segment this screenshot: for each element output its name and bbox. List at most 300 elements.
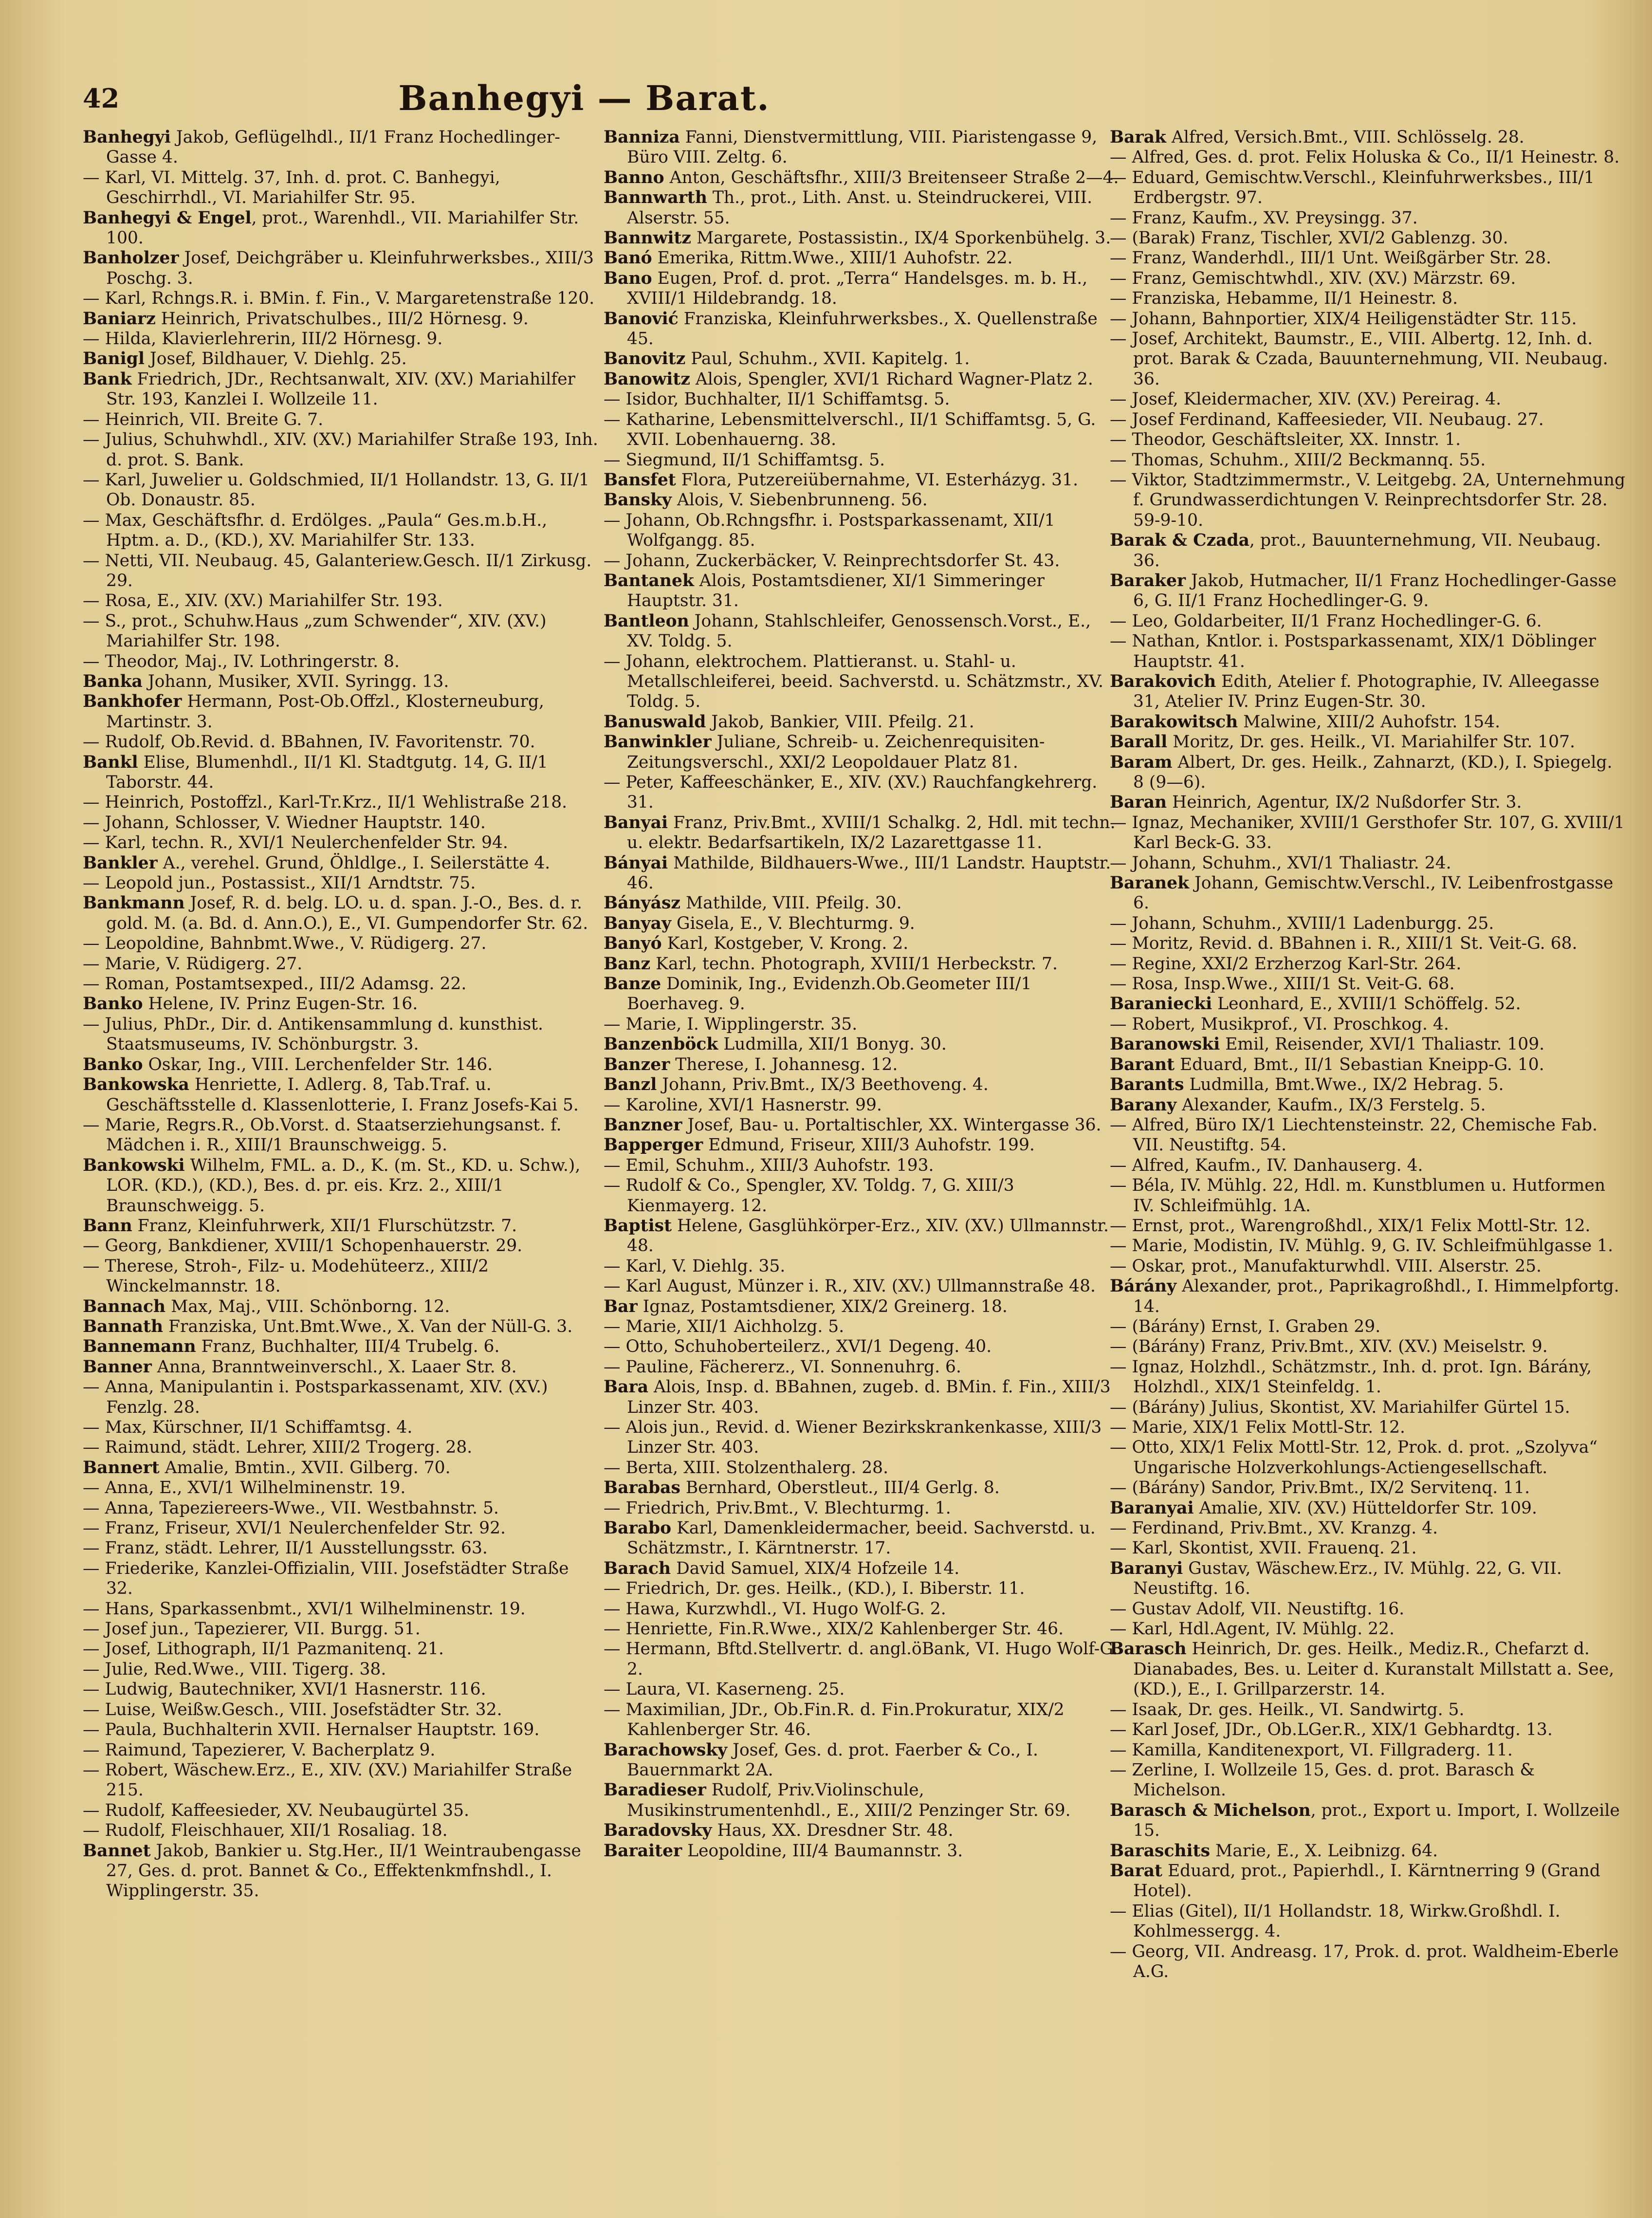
entry-details: — Karl, V. Diehlg. 35. — [604, 1256, 786, 1276]
directory-entry — [1110, 914, 1626, 934]
entry-surname: Barach — [604, 1558, 671, 1578]
directory-entry — [1110, 1720, 1626, 1740]
entry-details: — Anna, E., XVI/1 Wilhelminenstr. 19. — [83, 1478, 406, 1498]
entry-details: — Gustav Adolf, VII. Neustiftg. 16. — [1110, 1599, 1405, 1619]
entry-details: — Netti, VII. Neubaug. 45, Galanteriew.Gesch. II/1 Zirkusg. 29. — [83, 551, 592, 591]
entry-details: — Rosa, Insp.Wwe., XIII/1 St. Veit-G. 68. — [1110, 974, 1455, 994]
entry-details: Helene, IV. Prinz Eugen-Str. 16. — [143, 994, 418, 1014]
entry-surname: Banz — [604, 954, 651, 974]
directory-entry — [83, 732, 599, 752]
entry-details: — Max, Kürschner, II/1 Schiffamtsg. 4. — [83, 1418, 413, 1437]
directory-entry — [604, 168, 1120, 188]
entry-details: Jakob, Geflügelhdl., II/1 Franz Hochedlinger-Gasse 4. — [106, 128, 560, 167]
entry-details: — Karl, VI. Mittelg. 37, Inh. d. prot. C. Banhegyi, Geschirrhdl., VI. Mariahilfer Str. 95. — [83, 167, 500, 208]
entry-details: Johann, Priv.Bmt., IX/3 Beethoveng. 4. — [657, 1075, 989, 1095]
directory-entry — [604, 1156, 1120, 1176]
directory-entry — [83, 793, 599, 813]
directory-entry — [1110, 1438, 1626, 1478]
entry-details: — Karl, techn. R., XVI/1 Neulerchenfelder Str. 94. — [83, 833, 508, 853]
directory-entry — [1110, 994, 1626, 1014]
entry-details: — Robert, Musikprof., VI. Proschkog. 4. — [1110, 1014, 1449, 1034]
entry-details: — Nathan, Kntlor. i. Postsparkassenamt, XIX/1 Döblinger Hauptstr. 41. — [1110, 631, 1596, 671]
directory-entry — [1110, 611, 1626, 631]
entry-details: — Viktor, Stadtzimmermstr., V. Leitgebg. 2A, Unternehmung f. Grundwasserdichtungen V. Reinprechtsdorfer Str. 28. 59-9-10. — [1110, 470, 1626, 530]
directory-entry — [604, 1115, 1120, 1135]
entry-surname: Baraiter — [604, 1841, 682, 1861]
directory-entry — [604, 1135, 1120, 1155]
entry-surname: Banka — [83, 671, 143, 691]
entry-surname: Baraker — [1110, 571, 1186, 591]
entry-details: — Otto, XIX/1 Felix Mottl-Str. 12, Prok. d. prot. „Szolyva“ Ungarische Holzverkohlungs-Actiengesellschaft. — [1110, 1438, 1598, 1478]
entry-details: Josef, R. d. belg. LO. u. d. span. J.-O., Bes. d. r. gold. M. (a. Bd. d. Ann.O.), E., VI. Gumpendorfer Str. 62. — [106, 893, 588, 933]
entry-details: Gisela, E., V. Blechturmg. 9. — [671, 913, 915, 933]
entry-details: Haus, XX. Dresdner Str. 48. — [712, 1821, 954, 1841]
directory-entry — [1110, 1619, 1626, 1639]
entry-details: — Josef Ferdinand, Kaffeesieder, VII. Neubaug. 27. — [1110, 409, 1544, 429]
entry-details: — Oskar, prot., Manufakturwhdl. VIII. Alserstr. 25. — [1110, 1256, 1542, 1276]
entry-details: Henriette, I. Adlerg. 8, Tab.Traf. u. Geschäftsstelle d. Klassenlotterie, I. Franz Josefs-Kai 5. — [106, 1075, 579, 1115]
directory-entry — [1110, 672, 1626, 712]
directory-entry — [1110, 1801, 1626, 1841]
entry-details: Alois, V. Siebenbrunneng. 56. — [671, 490, 928, 510]
entry-details: Helene, Gasglühkörper-Erz., XIV. (XV.) Ullmannstr. 48. — [627, 1216, 1109, 1256]
directory-entry — [604, 974, 1120, 1015]
directory-entry — [83, 954, 599, 974]
directory-entry — [83, 1115, 599, 1156]
entry-details: — Friedrich, Priv.Bmt., V. Blechturmg. 1. — [604, 1498, 951, 1518]
directory-entry — [1110, 1760, 1626, 1801]
entry-details: Franziska, Kleinfuhrwerksbes., X. Quellenstraße 45. — [627, 309, 1098, 349]
directory-entry — [604, 652, 1120, 712]
entry-details: Therese, I. Johannesg. 12. — [670, 1054, 898, 1074]
directory-entry — [604, 1700, 1120, 1740]
entry-surname: Bányai — [604, 853, 668, 873]
directory-entry — [1110, 631, 1626, 672]
page-number: 42 — [83, 83, 120, 114]
directory-entry — [604, 1276, 1120, 1296]
entry-details: Oskar, Ing., VIII. Lerchenfelder Str. 146. — [143, 1054, 493, 1074]
directory-entry — [604, 1075, 1120, 1095]
entry-details: Emerika, Rittm.Wwe., XIII/1 Auhofstr. 22. — [652, 248, 1013, 268]
entry-details: Jakob, Hutmacher, II/1 Franz Hochedlinger-Gasse 6, G. II/1 Franz Hochedlinger-G. 9. — [1133, 571, 1617, 611]
entry-details: — Kamilla, Kanditenexport, VI. Fillgraderg. 11. — [1110, 1740, 1513, 1760]
entry-details: Amalie, XIV. (XV.) Hütteldorfer Str. 109. — [1193, 1498, 1537, 1518]
directory-entry — [83, 1216, 599, 1236]
entry-details: — Josef, Kleidermacher, XIV. (XV.) Pereirag. 4. — [1110, 389, 1502, 409]
directory-entry — [1110, 1518, 1626, 1538]
directory-entry — [1110, 128, 1626, 148]
entry-details: — Thomas, Schuhm., XIII/2 Beckmannq. 55. — [1110, 450, 1486, 470]
entry-surname: Barasch — [1110, 1639, 1187, 1659]
directory-entry — [604, 1297, 1120, 1317]
entry-details: Franz, Buchhalter, III/4 Trubelg. 6. — [196, 1337, 500, 1357]
entry-surname: Banowitz — [604, 369, 690, 389]
entry-details: — Hans, Sparkassenbmt., XVI/1 Wilhelminenstr. 19. — [83, 1599, 526, 1619]
entry-surname: Barall — [1110, 732, 1168, 752]
directory-entry — [83, 994, 599, 1014]
entry-details: — Georg, Bankdiener, XVIII/1 Schopenhauerstr. 29. — [83, 1236, 523, 1256]
entry-details: Heinrich, Privatschulbes., III/2 Hörnesg. 9. — [155, 309, 529, 329]
entry-details: Edmund, Friseur, XIII/3 Auhofstr. 199. — [703, 1135, 1035, 1155]
entry-details: Malwine, XIII/2 Auhofstr. 154. — [1238, 712, 1501, 732]
entry-details: — Julie, Red.Wwe., VIII. Tigerg. 38. — [83, 1659, 386, 1679]
entry-details: Moritz, Dr. ges. Heilk., VI. Mariahilfer Str. 107. — [1167, 732, 1575, 752]
entry-surname: Bara — [604, 1377, 649, 1397]
entry-details: Max, Maj., VIII. Schönborng. 12. — [165, 1296, 450, 1316]
entry-surname: Banner — [83, 1357, 152, 1377]
directory-entry — [1110, 873, 1626, 914]
entry-details: Alois, Spengler, XVI/1 Richard Wagner-Platz 2. — [690, 369, 1093, 389]
entry-details: Johann, Stahlschleifer, Genossensch.Vorst., E., XV. Toldg. 5. — [627, 611, 1091, 651]
entry-surname: Banzl — [604, 1075, 657, 1095]
directory-entry — [604, 1639, 1120, 1680]
entry-details: Heinrich, Agentur, IX/2 Nußdorfer Str. 3. — [1167, 793, 1522, 813]
entry-surname: Bantleon — [604, 611, 689, 631]
entry-details: Wilhelm, FML. a. D., K. (m. St., KD. u. Schw.), LOR. (KD.), (KD.), Bes. d. pr. eis. Krz. 2., XIII/1 Braunschweigg. 5. — [106, 1155, 581, 1216]
directory-entry — [1110, 853, 1626, 873]
entry-details: — Marie, Regrs.R., Ob.Vorst. d. Staatserziehungsanst. f. Mädchen i. R., XIII/1 Braunschweigg. 5. — [83, 1115, 562, 1155]
entry-details: — Rosa, E., XIV. (XV.) Mariahilfer Str. 193. — [83, 591, 443, 611]
entry-surname: Bankler — [83, 853, 158, 873]
entry-surname: Banno — [604, 167, 664, 187]
entry-details: — Henriette, Fin.R.Wwe., XIX/2 Kahlenberger Str. 46. — [604, 1619, 1064, 1639]
entry-details: — Alfred, Kaufm., IV. Danhauserg. 4. — [1110, 1155, 1423, 1175]
column-3 — [1110, 128, 1626, 1982]
directory-entry — [604, 1518, 1120, 1559]
directory-entry — [1110, 208, 1626, 228]
entry-details: — (Bárány) Sandor, Priv.Bmt., IX/2 Servitenq. 11. — [1110, 1478, 1530, 1498]
directory-entry — [83, 1841, 599, 1902]
directory-entry — [604, 1599, 1120, 1619]
entry-details: Albert, Dr. ges. Heilk., Zahnarzt, (KD.), I. Spiegelg. 8 (9—6). — [1133, 752, 1613, 792]
entry-surname: Baranowski — [1110, 1035, 1220, 1054]
directory-entry — [1110, 389, 1626, 409]
entry-details: — Heinrich, Postoffzl., Karl-Tr.Krz., II/1 Wehlistraße 218. — [83, 793, 568, 813]
directory-entry — [83, 1478, 599, 1498]
entry-surname: Banholzer — [83, 248, 179, 268]
entry-surname: Barachowsky — [604, 1740, 728, 1760]
entry-details: — (Bárány) Franz, Priv.Bmt., XIV. (XV.) Meiselstr. 9. — [1110, 1337, 1548, 1357]
entry-details: — Johann, elektrochem. Plattieranst. u. Stahl- u. Metallschleiferei, beeid. Sachverstd. u. Schätzmstr., XV. Toldg. 5. — [604, 651, 1103, 712]
entry-surname: Baradovsky — [604, 1821, 712, 1841]
entry-details: Heinrich, Dr. ges. Heilk., Mediz.R., Chefarzt d. Dianabades, Bes. u. Leiter d. Kuranstalt Millstatt a. See, (KD.), E., I. Grillparzerstr. 14. — [1133, 1639, 1615, 1700]
entry-surname: Bapperger — [604, 1135, 703, 1155]
directory-entry — [83, 1357, 599, 1377]
directory-entry — [1110, 1357, 1626, 1398]
entry-details: David Samuel, XIX/4 Hofzeile 14. — [671, 1558, 960, 1578]
entry-surname: Baram — [1110, 752, 1173, 772]
directory-entry — [1110, 531, 1626, 571]
directory-entry — [604, 1216, 1120, 1257]
directory-entry — [1110, 954, 1626, 974]
directory-entry — [604, 732, 1120, 773]
entry-details: Dominik, Ing., Evidenzh.Ob.Geometer III/1 Boerhaveg. 9. — [627, 974, 1032, 1014]
entry-details: — Pauline, Fächererz., VI. Sonnenuhrg. 6. — [604, 1357, 961, 1377]
directory-entry — [604, 1337, 1120, 1357]
directory-entry — [604, 1055, 1120, 1075]
directory-entry — [83, 1639, 599, 1659]
directory-entry — [604, 188, 1120, 228]
directory-entry — [83, 1559, 599, 1599]
directory-entry — [83, 551, 599, 591]
entry-details: — Paula, Buchhalterin XVII. Hernalser Hauptstr. 169. — [83, 1720, 540, 1740]
directory-entry — [1110, 1216, 1626, 1236]
entry-surname: Bankl — [83, 752, 138, 772]
entry-surname: Banovitz — [604, 349, 686, 369]
entry-details: — Johann, Schuhm., XVIII/1 Ladenburgg. 25. — [1110, 913, 1494, 933]
entry-surname: Banniza — [604, 128, 680, 147]
entry-surname: Bansfet — [604, 470, 676, 490]
entry-surname: Baranek — [1110, 873, 1189, 893]
entry-details: — Julius, Schuhwhdl., XIV. (XV.) Mariahilfer Straße 193, Inh. d. prot. S. Bank. — [83, 430, 598, 470]
entry-surname: Baniarz — [83, 309, 156, 329]
column-1 — [83, 128, 599, 1902]
entry-details: — Roman, Postamtsexped., III/2 Adamsg. 22. — [83, 974, 467, 994]
directory-entry — [83, 692, 599, 732]
entry-surname: Banyó — [604, 934, 662, 954]
entry-details: — Franziska, Hebamme, II/1 Heinestr. 8. — [1110, 289, 1458, 309]
entry-details: Leonhard, E., XVIII/1 Schöffelg. 52. — [1212, 994, 1521, 1014]
directory-entry — [83, 128, 599, 168]
entry-details: — Peter, Kaffeeschänker, E., XIV. (XV.) Rauchfangkehrerg. 31. — [604, 773, 1098, 813]
entry-surname: Bankhofer — [83, 692, 182, 712]
entry-surname: Bann — [83, 1216, 132, 1236]
entry-surname: Banze — [604, 974, 661, 994]
entry-details: — Karl, Skontist, XVII. Frauenq. 21. — [1110, 1538, 1417, 1558]
entry-details: Mathilde, VIII. Pfeilg. 30. — [680, 893, 902, 913]
entry-details: Alois, Insp. d. BBahnen, zugeb. d. BMin. f. Fin., XIII/3 Linzer Str. 403. — [627, 1377, 1111, 1417]
directory-entry — [1110, 1015, 1626, 1035]
directory-entry — [83, 934, 599, 954]
entry-details: — (Bárány) Julius, Skontist, XV. Mariahilfer Gürtel 15. — [1110, 1397, 1570, 1417]
entry-details: — Josef, Lithograph, II/1 Pazmanitenq. 21. — [83, 1639, 444, 1659]
directory-entry — [604, 1740, 1120, 1781]
directory-entry — [1110, 793, 1626, 813]
page-title: Banhegyi — Barat. — [398, 78, 770, 118]
directory-entry — [604, 1458, 1120, 1478]
directory-entry — [1110, 1942, 1626, 1982]
directory-entry — [1110, 228, 1626, 248]
directory-entry — [604, 370, 1120, 389]
entry-details: — Hermann, Bftd.Stellvertr. d. angl.öBank, VI. Hugo Wolf-G. 2. — [604, 1639, 1118, 1679]
entry-details: — Anna, Tapeziereers-Wwe., VII. Westbahnstr. 5. — [83, 1498, 499, 1518]
entry-surname: Bannemann — [83, 1337, 196, 1357]
entry-details: — Siegmund, II/1 Schiffamtsg. 5. — [604, 450, 885, 470]
entry-details: — Marie, I. Wipplingerstr. 35. — [604, 1014, 858, 1034]
entry-details: — Karl August, Münzer i. R., XIV. (XV.) Ullmannstraße 48. — [604, 1276, 1096, 1296]
entry-details: — Ignaz, Mechaniker, XVIII/1 Gersthofer Str. 107, G. XVIII/1 Karl Beck-G. 33. — [1110, 813, 1625, 853]
entry-details: Karl, Kostgeber, V. Krong. 2. — [661, 934, 909, 954]
entry-details: — Karoline, XVI/1 Hasnerstr. 99. — [604, 1095, 882, 1115]
directory-entry — [1110, 329, 1626, 389]
entry-details: — Franz, Gemischtwhdl., XIV. (XV.) Märzstr. 69. — [1110, 268, 1516, 288]
entry-details: — Rudolf, Kaffeesieder, XV. Neubaugürtel 35. — [83, 1800, 470, 1820]
entry-details: — Rudolf, Fleischhauer, XII/1 Rosaliag. 18. — [83, 1821, 448, 1841]
entry-details: — Ignaz, Holzhdl., Schätzmstr., Inh. d. prot. Ign. Bárány, Holzhdl., XIX/1 Steinfeldg. 1. — [1110, 1357, 1592, 1397]
entry-details: — Hilda, Klavierlehrerin, III/2 Hörnesg. 9. — [83, 329, 443, 349]
entry-details: — Johann, Schlosser, V. Wiedner Hauptstr. 140. — [83, 813, 486, 832]
entry-surname: Bankmann — [83, 893, 185, 913]
directory-entry — [1110, 309, 1626, 329]
entry-details: — Maximilian, JDr., Ob.Fin.R. d. Fin.Prokuratur, XIX/2 Kahlenberger Str. 46. — [604, 1700, 1065, 1740]
entry-surname: Banhegyi — [83, 128, 171, 147]
entry-surname: Banzner — [604, 1115, 682, 1135]
entry-details: — Leo, Goldarbeiter, II/1 Franz Hochedlinger-G. 6. — [1110, 611, 1542, 631]
directory-entry — [83, 329, 599, 349]
entry-details: Eugen, Prof. d. prot. „Terra“ Handelsges. m. b. H., XVIII/1 Hildebrandg. 18. — [627, 268, 1088, 309]
entry-surname: Barak & Czada — [1110, 531, 1250, 551]
directory-entry — [604, 228, 1120, 248]
entry-details: — Marie, XIX/1 Felix Mottl-Str. 12. — [1110, 1418, 1406, 1437]
entry-surname: Banigl — [83, 349, 145, 369]
directory-entry — [604, 1418, 1120, 1458]
entry-details: Josef, Bau- u. Portaltischler, XX. Wintergasse 36. — [682, 1115, 1101, 1135]
directory-entry — [1110, 571, 1626, 611]
directory-entry — [83, 1801, 599, 1821]
entry-surname: Banuswald — [604, 712, 706, 732]
directory-entry — [83, 289, 599, 309]
entry-details: Amalie, Bmtin., XVII. Gilberg. 70. — [159, 1458, 451, 1478]
entry-details: Ludmilla, XII/1 Bonyg. 30. — [718, 1035, 947, 1054]
directory-entry — [83, 349, 599, 369]
directory-entry — [1110, 289, 1626, 309]
directory-entry — [83, 1075, 599, 1115]
entry-surname: Banko — [83, 994, 143, 1014]
entry-details: — Alfred, Büro IX/1 Liechtensteinstr. 22, Chemische Fab. VII. Neustiftg. 54. — [1110, 1115, 1597, 1155]
directory-entry — [604, 511, 1120, 551]
entry-details: Flora, Putzereiübernahme, VI. Esterházyg. 31. — [676, 470, 1079, 490]
directory-entry — [1110, 1498, 1626, 1518]
directory-entry — [604, 1780, 1120, 1821]
entry-details: — Karl Josef, JDr., Ob.LGer.R., XIX/1 Gebhardtg. 13. — [1110, 1720, 1553, 1740]
directory-entry — [83, 1680, 599, 1700]
entry-details: — S., prot., Schuhw.Haus „zum Schwender“, XIV. (XV.) Mariahilfer Str. 198. — [83, 611, 547, 651]
directory-entry — [604, 410, 1120, 450]
directory-entry — [1110, 1902, 1626, 1942]
entry-details: Jakob, Bankier, VIII. Pfeilg. 21. — [706, 712, 974, 732]
entry-details: — Isidor, Buchhalter, II/1 Schiffamtsg. 5. — [604, 389, 950, 409]
directory-entry — [604, 309, 1120, 350]
entry-details: — Emil, Schuhm., XIII/3 Auhofstr. 193. — [604, 1155, 934, 1175]
entry-details: — Marie, Modistin, IV. Mühlg. 9, G. IV. Schleifmühlgasse 1. — [1110, 1236, 1614, 1256]
directory-entry — [83, 1458, 599, 1478]
entry-surname: Bányász — [604, 893, 681, 913]
entry-surname: Barasch & Michelson — [1110, 1800, 1311, 1820]
entry-details: — Moritz, Revid. d. BBahnen i. R., XIII/1 St. Veit-G. 68. — [1110, 934, 1578, 954]
directory-entry — [83, 208, 599, 249]
entry-details: — Laura, VI. Kaserneng. 25. — [604, 1680, 845, 1700]
directory-entry — [1110, 1337, 1626, 1357]
entry-details: — Karl, Juwelier u. Goldschmied, II/1 Hollandstr. 13, G. II/1 Ob. Donaustr. 85. — [83, 470, 589, 510]
directory-entry — [83, 1599, 599, 1619]
entry-details: Alexander, prot., Paprikagroßhdl., I. Himmelpfortg. 14. — [1133, 1276, 1619, 1316]
entry-details: Alois, Postamtsdiener, XI/1 Simmeringer Hauptstr. 31. — [627, 571, 1045, 611]
entry-details: Fanni, Dienstvermittlung, VIII. Piaristengasse 9, Büro VIII. Zeltg. 6. — [627, 128, 1098, 167]
entry-surname: Banyay — [604, 913, 672, 933]
entry-surname: Baptist — [604, 1216, 672, 1236]
directory-entry — [604, 128, 1120, 168]
directory-entry — [604, 1841, 1120, 1861]
entry-details: Karl, Damenkleidermacher, beeid. Sachverstd. u. Schätzmstr., I. Kärntnerstr. 17. — [627, 1518, 1096, 1558]
directory-entry — [1110, 1700, 1626, 1720]
entry-details: — Johann, Zuckerbäcker, V. Reinprechtsdorfer St. 43. — [604, 551, 1060, 571]
directory-entry — [1110, 813, 1626, 853]
entry-details: — Ferdinand, Priv.Bmt., XV. Kranzg. 4. — [1110, 1518, 1438, 1538]
entry-details: — Heinrich, VII. Breite G. 7. — [83, 409, 324, 429]
directory-entry — [604, 349, 1120, 369]
directory-entry — [83, 813, 599, 833]
entry-details: — Berta, XIII. Stolzenthalerg. 28. — [604, 1458, 889, 1478]
entry-details: — Franz, städt. Lehrer, II/1 Ausstellungsstr. 63. — [83, 1538, 488, 1558]
directory-entry — [83, 1740, 599, 1760]
entry-details: — Béla, IV. Mühlg. 22, Hdl. m. Kunstblumen u. Hutformen IV. Schleifmühlg. 1A. — [1110, 1176, 1606, 1216]
directory-entry — [83, 470, 599, 511]
directory-entry — [83, 1418, 599, 1438]
entry-surname: Barak — [1110, 128, 1166, 147]
entry-details: A., verehel. Grund, Öhldlge., I. Seilerstätte 4. — [157, 853, 551, 873]
entry-details: — Hawa, Kurzwhdl., VI. Hugo Wolf-G. 2. — [604, 1599, 946, 1619]
entry-details: Bernhard, Oberstleut., III/4 Gerlg. 8. — [680, 1478, 1000, 1498]
entry-details: Anton, Geschäftsfhr., XIII/3 Breitenseer Straße 2—4. — [664, 167, 1119, 187]
directory-entry — [1110, 1740, 1626, 1760]
entry-details: — Katharine, Lebensmittelverschl., II/1 Schiffamtsg. 5, G. XVII. Lobenhauerng. 38. — [604, 409, 1096, 450]
directory-entry — [604, 1095, 1120, 1115]
entry-details: Margarete, Postassistin., IX/4 Sporkenbühelg. 3. — [691, 228, 1111, 248]
entry-details: Marie, E., X. Leibnizg. 64. — [1210, 1841, 1438, 1861]
directory-entry — [1110, 1276, 1626, 1317]
directory-entry — [1110, 248, 1626, 268]
entry-details: Ludmilla, Bmt.Wwe., IX/2 Hebrag. 5. — [1184, 1075, 1504, 1095]
directory-entry — [83, 1337, 599, 1357]
entry-details: — Elias (Gitel), II/1 Hollandstr. 18, Wirkw.Großhdl. I. Kohlmessergg. 4. — [1110, 1901, 1560, 1941]
entry-details: Franz, Priv.Bmt., XVIII/1 Schalkg. 2, Hdl. mit techn. u. elektr. Bedarfsartikeln, IX/2 Lazarettgasse 11. — [627, 813, 1116, 853]
directory-entry — [1110, 1599, 1626, 1619]
entry-surname: Bannet — [83, 1841, 151, 1861]
entry-details: Josef, Bildhauer, V. Diehlg. 25. — [144, 349, 407, 369]
entry-details: Johann, Musiker, XVII. Syringg. 13. — [142, 671, 449, 691]
entry-surname: Banzenböck — [604, 1035, 718, 1054]
directory-entry — [83, 753, 599, 793]
entry-details: — Therese, Stroh-, Filz- u. Modehüteerz., XIII/2 Winckelmannstr. 18. — [83, 1256, 489, 1296]
entry-details: Franz, Kleinfuhrwerk, XII/1 Flurschützstr. 7. — [132, 1216, 517, 1236]
entry-details: — Josef jun., Tapezierer, VII. Burgg. 51. — [83, 1619, 421, 1639]
directory-entry — [1110, 168, 1626, 208]
entry-details: — Raimund, städt. Lehrer, XIII/2 Trogerg. 28. — [83, 1438, 473, 1458]
directory-entry — [1110, 1418, 1626, 1438]
entry-details: Franziska, Unt.Bmt.Wwe., X. Van der Nüll-G. 3. — [163, 1316, 573, 1336]
directory-entry — [83, 1821, 599, 1841]
directory-entry — [83, 1538, 599, 1558]
directory-entry — [1110, 732, 1626, 752]
directory-entry — [83, 1297, 599, 1317]
directory-entry — [83, 248, 599, 289]
directory-entry — [83, 511, 599, 551]
directory-entry — [83, 1660, 599, 1680]
entry-details: Anna, Branntweinverschl., X. Laaer Str. 8. — [151, 1357, 517, 1377]
page-header — [83, 78, 1085, 122]
entry-details: , prot., Bauunternehmung, VII. Neubaug. 36. — [1133, 531, 1601, 571]
directory-entry — [604, 1257, 1120, 1276]
directory-entry — [1110, 148, 1626, 167]
entry-surname: Baranyai — [1110, 1498, 1194, 1518]
entry-surname: Bank — [83, 369, 132, 389]
directory-entry — [604, 893, 1120, 913]
directory-entry — [83, 974, 599, 994]
directory-entry — [1110, 1257, 1626, 1276]
directory-entry — [83, 430, 599, 470]
entry-details: — Karl, Rchngs.R. i. BMin. f. Fin., V. Margaretenstraße 120. — [83, 289, 595, 309]
entry-surname: Bano — [604, 268, 652, 288]
